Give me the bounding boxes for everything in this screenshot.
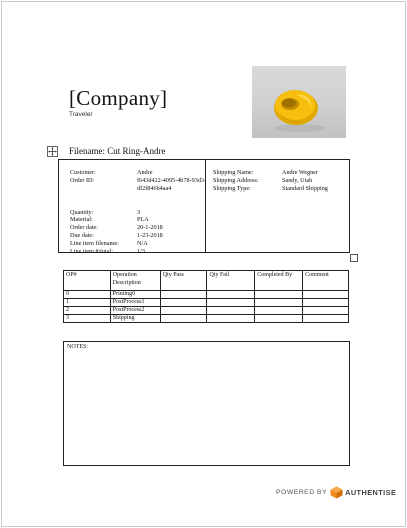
customer-value: Andre xyxy=(137,169,153,176)
traveler-page xyxy=(1,1,406,527)
qty-pass-cell[interactable] xyxy=(160,307,207,315)
operations-header-row xyxy=(64,271,349,291)
notes-label: NOTES: xyxy=(67,344,88,350)
operation-description-cell: Shipping xyxy=(110,315,160,323)
header-operation-description: Operation Description xyxy=(110,271,160,291)
part-render-image xyxy=(252,66,346,138)
qty-fail-cell[interactable] xyxy=(207,291,255,299)
filename-label: Filename: xyxy=(69,146,105,156)
shipping-address-label: Shipping Address: xyxy=(213,176,259,184)
order-date-value: 20-1-2018 xyxy=(137,224,163,232)
shipping-name-label: Shipping Name: xyxy=(213,169,254,176)
filename-line xyxy=(69,146,166,156)
document-subtitle: Traveler xyxy=(69,111,93,118)
completed-by-cell[interactable] xyxy=(255,307,303,315)
header-op-number: OP# xyxy=(64,271,111,291)
qty-fail-cell[interactable] xyxy=(207,299,255,307)
order-details xyxy=(70,169,207,256)
table-row xyxy=(64,299,349,307)
header-completed-by: Completed By xyxy=(255,271,303,291)
header-qty-pass: Qty Pass xyxy=(160,271,207,291)
authentise-logo-icon xyxy=(330,486,343,499)
shipping-details xyxy=(213,169,348,193)
line-item-total-label: Line item #/total: xyxy=(70,248,113,256)
operation-description-cell: PostProcess1 xyxy=(110,299,160,307)
quantity-label: Quantity: xyxy=(70,208,94,216)
op-number-cell: 0 xyxy=(64,291,111,299)
completed-by-cell[interactable] xyxy=(255,299,303,307)
line-item-total-value: 1/3 xyxy=(137,248,145,256)
comment-cell[interactable] xyxy=(303,291,349,299)
quantity-value: 3 xyxy=(137,208,141,216)
op-number-cell: 2 xyxy=(64,307,111,315)
qty-pass-cell[interactable] xyxy=(160,315,207,323)
line-item-filename-label: Line item filename: xyxy=(70,240,119,248)
order-id-label: Order ID: xyxy=(70,176,95,184)
brand-name: AUTHENTISE xyxy=(345,488,397,497)
operation-description-cell: Printing0 xyxy=(110,291,160,299)
powered-by-text: POWERED BY xyxy=(276,489,328,496)
table-row xyxy=(64,315,349,323)
line-item-filename-value: N/A xyxy=(137,240,148,248)
move-handle-icon[interactable] xyxy=(47,146,58,157)
op-number-cell: 3 xyxy=(64,315,111,323)
op-number-cell: 1 xyxy=(64,299,111,307)
comment-cell[interactable] xyxy=(303,307,349,315)
powered-by-footer xyxy=(276,486,396,499)
shipping-name-value: Andre Wegner xyxy=(282,169,318,176)
operations-table xyxy=(63,270,349,323)
table-row xyxy=(64,307,349,315)
comment-cell[interactable] xyxy=(303,315,349,323)
due-date-label: Due date: xyxy=(70,232,94,240)
qty-fail-cell[interactable] xyxy=(207,307,255,315)
operation-description-cell: PostProcess2 xyxy=(110,307,160,315)
company-name: [Company] xyxy=(69,86,168,110)
cursor-mark xyxy=(349,159,350,167)
resize-handle-icon[interactable] xyxy=(350,254,358,262)
header-comment: Comment xyxy=(303,271,349,291)
filename-value: Cut Ring-Andre xyxy=(107,146,166,156)
table-row xyxy=(64,291,349,299)
material-value: PLA xyxy=(137,216,149,224)
completed-by-cell[interactable] xyxy=(255,291,303,299)
notes-box[interactable] xyxy=(63,341,350,466)
order-info-box xyxy=(58,159,350,256)
shipping-type-value: Standard Shipping xyxy=(282,184,328,192)
header-qty-fail: Qty Fail xyxy=(207,271,255,291)
comment-cell[interactable] xyxy=(303,299,349,307)
due-date-value: 1-23-2018 xyxy=(137,232,163,240)
order-id-value: f643d422-4095-4b78-93d3-df2f846b4aa4 xyxy=(137,176,207,192)
qty-fail-cell[interactable] xyxy=(207,315,255,323)
qty-pass-cell[interactable] xyxy=(160,299,207,307)
customer-label: Customer: xyxy=(70,169,96,176)
material-label: Material: xyxy=(70,216,93,224)
shipping-address-value: Sandy, Utah xyxy=(282,176,313,184)
shipping-type-label: Shipping Type: xyxy=(213,184,251,192)
qty-pass-cell[interactable] xyxy=(160,291,207,299)
order-date-label: Order date: xyxy=(70,224,99,232)
part-photo xyxy=(252,66,346,138)
completed-by-cell[interactable] xyxy=(255,315,303,323)
